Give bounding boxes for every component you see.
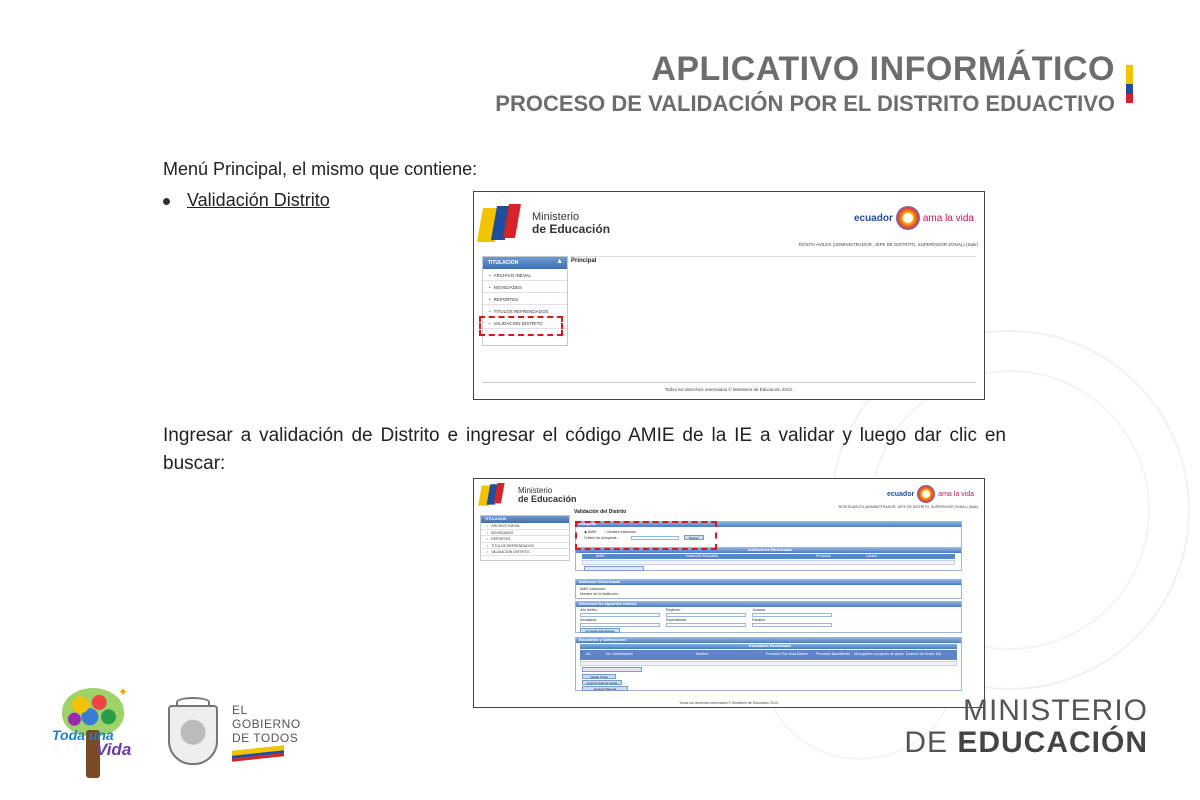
main-title: Validación del Distrito bbox=[574, 509, 627, 515]
logo-line-2: de Educación bbox=[518, 494, 577, 504]
generar-reporte-button[interactable]: Generar Reporte bbox=[582, 686, 628, 691]
col-promedio-basica: Promedio Par Años Básica bbox=[766, 652, 808, 656]
bullet-dot-icon bbox=[163, 198, 170, 205]
flag-stripes-icon bbox=[232, 748, 284, 760]
gob-line-2: GOBIERNO bbox=[232, 717, 301, 731]
sidebar-item-validacion-distrito[interactable]: • VALIDACION DISTRITO bbox=[481, 549, 569, 556]
filter-label-especialidad: Especialidad: bbox=[666, 618, 687, 622]
footer-divider bbox=[482, 382, 976, 383]
buscar-button[interactable]: Buscar bbox=[684, 535, 704, 540]
col-examen: Examen de Grado bbox=[906, 652, 935, 656]
anio-select[interactable] bbox=[580, 613, 660, 617]
students-pager[interactable] bbox=[582, 667, 642, 672]
panel-title: Búsqueda bbox=[576, 522, 961, 527]
instituciones-panel bbox=[575, 547, 962, 571]
main-title: Principal bbox=[571, 258, 597, 264]
nombre-label: Nombre de la Institución: bbox=[580, 592, 619, 596]
sidebar-menu bbox=[480, 515, 570, 561]
logo-line-1: Ministerio bbox=[518, 486, 553, 495]
ministerio-logo bbox=[480, 483, 577, 507]
panel-title: Instituciones Encontradas bbox=[576, 548, 961, 553]
user-line[interactable]: ROSITA AVILES (ADMINISTRADOR, JEFE DE DISTRITO, SUPERVISOR ZONAL) (Salir) bbox=[838, 505, 978, 509]
sidebar-item-novedades[interactable]: • NOVEDADES bbox=[483, 281, 567, 293]
grid-col-canton: Cantón bbox=[866, 554, 878, 558]
highlight-box bbox=[479, 316, 563, 336]
collapse-icon[interactable]: ▲ bbox=[556, 258, 563, 265]
sidebar-item-archivo-ineval[interactable]: • ARCHIVO INEVAL bbox=[481, 523, 569, 530]
sidebar-item-titulos-refrendados[interactable]: • TITULOS REFRENDADOS bbox=[483, 305, 567, 317]
ministerio-logo bbox=[480, 204, 610, 242]
sidebar-title[interactable]: TITULACION bbox=[481, 516, 569, 523]
slide-subtitle: PROCESO DE VALIDACIÓN POR EL DISTRITO EDUACTIVO bbox=[495, 91, 1115, 116]
brand-ama-la-vida: ama la vida bbox=[922, 212, 974, 224]
ecuador-brand bbox=[854, 206, 974, 230]
logo-line-1: Ministerio bbox=[532, 210, 580, 223]
modalidad-select[interactable] bbox=[580, 623, 660, 627]
logo-line-2: de Educación bbox=[532, 221, 611, 236]
intro-text: Menú Principal, el mismo que contiene: bbox=[163, 159, 478, 179]
ministerio-wordmark-line1: MINISTERIO bbox=[962, 694, 1148, 727]
brand-ama-la-vida: ama la vida bbox=[938, 490, 974, 498]
bullet-label: Validación Distrito bbox=[187, 190, 330, 210]
col-nombre: Nombre bbox=[696, 652, 709, 656]
panel-title: Estudiantes y Calificaciones bbox=[576, 638, 961, 643]
col-identificacion: No. Identificación bbox=[606, 652, 633, 656]
grid-header bbox=[582, 554, 955, 559]
coat-of-arms-icon bbox=[160, 697, 226, 771]
brand-ecuador: ecuador bbox=[886, 490, 915, 498]
bird-icon: ✦ bbox=[118, 685, 129, 699]
gob-line-3: DE TODOS bbox=[232, 731, 299, 745]
panel-subtitle: Estudiantes Encontrados bbox=[580, 644, 957, 649]
user-line[interactable]: ROSITA AVILES (ADMINISTRADOR, JEFE DE DISTRITO, SUPERVISOR ZONAL) (Salir) bbox=[798, 242, 978, 247]
sidebar-item-novedades[interactable]: • NOVEDADES bbox=[481, 530, 569, 537]
panel-title: Seleccione los siguientes criterios bbox=[576, 602, 961, 607]
screenshot-main-menu bbox=[473, 191, 985, 400]
screenshot-validacion-distrito bbox=[473, 478, 985, 708]
brand-ecuador: ecuador bbox=[853, 212, 893, 224]
estudiantes-panel bbox=[575, 637, 962, 691]
sun-icon bbox=[896, 206, 920, 230]
highlight-box bbox=[575, 521, 717, 550]
radio-nombre[interactable]: ○ Nombre Institución bbox=[604, 530, 637, 534]
ministerio-emblem-icon bbox=[480, 483, 498, 497]
amie-label: AMIE Institución: bbox=[580, 587, 607, 591]
criterios-panel bbox=[575, 601, 962, 633]
consultar-button[interactable]: Consultar Estudiantes bbox=[580, 628, 620, 633]
imprimir-acta-button[interactable]: Imprimir Acta de Grado bbox=[582, 680, 622, 685]
sidebar-item-reportes[interactable]: • REPORTES bbox=[483, 293, 567, 305]
col-monografia: Monografía o proyecto de grado bbox=[854, 652, 904, 656]
filter-label-modalidad: Modalidad: bbox=[580, 618, 598, 622]
gob-line-1: EL bbox=[232, 703, 248, 717]
filter-label-jornada: Jornada: bbox=[752, 608, 766, 612]
toda-una-text: Toda una bbox=[52, 727, 114, 743]
filter-label-paralelo: Paralelo: bbox=[752, 618, 766, 622]
footer-text: Todos los derechos reservados © Ministerio de Educación 2013. bbox=[664, 387, 794, 392]
sidebar-item-archivo-ineval[interactable]: • ARCHIVO INEVAL bbox=[483, 269, 567, 281]
content-divider bbox=[570, 256, 976, 257]
col-est: Est. bbox=[936, 652, 943, 656]
sidebar-item-validacion-distrito[interactable]: • VALIDACION DISTRITO bbox=[483, 317, 567, 329]
filter-label-regimen: Régimen: bbox=[666, 608, 681, 612]
grid-scroll-row[interactable] bbox=[582, 560, 955, 565]
especialidad-select[interactable] bbox=[666, 623, 746, 627]
panel-title: Institución Seleccionada bbox=[576, 580, 961, 585]
toda-una-vida-logo bbox=[52, 685, 132, 788]
ministerio-wordmark-line2: DE EDUCACIÓN bbox=[904, 726, 1148, 759]
sidebar-title[interactable] bbox=[483, 257, 567, 269]
sun-icon bbox=[917, 485, 935, 503]
students-scroll-row[interactable] bbox=[580, 661, 957, 666]
grid-col-institucion: Institución Educativa bbox=[686, 554, 719, 558]
paralelo-select[interactable] bbox=[752, 623, 832, 627]
jornada-select[interactable] bbox=[752, 613, 832, 617]
col-no: No. bbox=[586, 652, 592, 656]
gobierno-de-todos-logo bbox=[232, 703, 301, 745]
regimen-select[interactable] bbox=[666, 613, 746, 617]
instruction-text: Ingresar a validación de Distrito e ingresar el código AMIE de la IE a validar y luego dar clic en buscar: bbox=[163, 425, 1006, 474]
col-promedio-bach: Promedio Bachillerato bbox=[816, 652, 851, 656]
bullet-item bbox=[163, 190, 330, 211]
vida-text: Vida bbox=[96, 740, 132, 759]
ministerio-emblem-icon bbox=[480, 204, 524, 242]
sidebar-title-label: TITULACION bbox=[488, 260, 519, 266]
filter-label-anio: Año lectivo: bbox=[580, 608, 599, 612]
sidebar-item-reportes[interactable]: • REPORTES bbox=[481, 536, 569, 543]
validar-todos-button[interactable]: Validar Todos bbox=[582, 674, 616, 679]
ecuador-brand bbox=[887, 485, 974, 503]
slide-title: APLICATIVO INFORMÁTICO bbox=[651, 50, 1115, 88]
sidebar-item-titulos-refrendados[interactable]: • TITULOS REFRENDADOS bbox=[481, 543, 569, 550]
institucion-seleccionada-panel bbox=[575, 579, 962, 599]
grid-col-amie: AMIE bbox=[596, 554, 605, 558]
criterio-label: Criterio de búsqueda : bbox=[584, 536, 619, 540]
radio-amie[interactable]: ◉ AMIE bbox=[584, 530, 597, 534]
grid-pager[interactable] bbox=[584, 566, 644, 571]
grid-col-provincia: Provincia bbox=[816, 554, 831, 558]
flag-accent-bar bbox=[1126, 65, 1133, 103]
footer-text: Todos los derechos reservados © Ministerio de Educación 2013. bbox=[679, 701, 779, 705]
